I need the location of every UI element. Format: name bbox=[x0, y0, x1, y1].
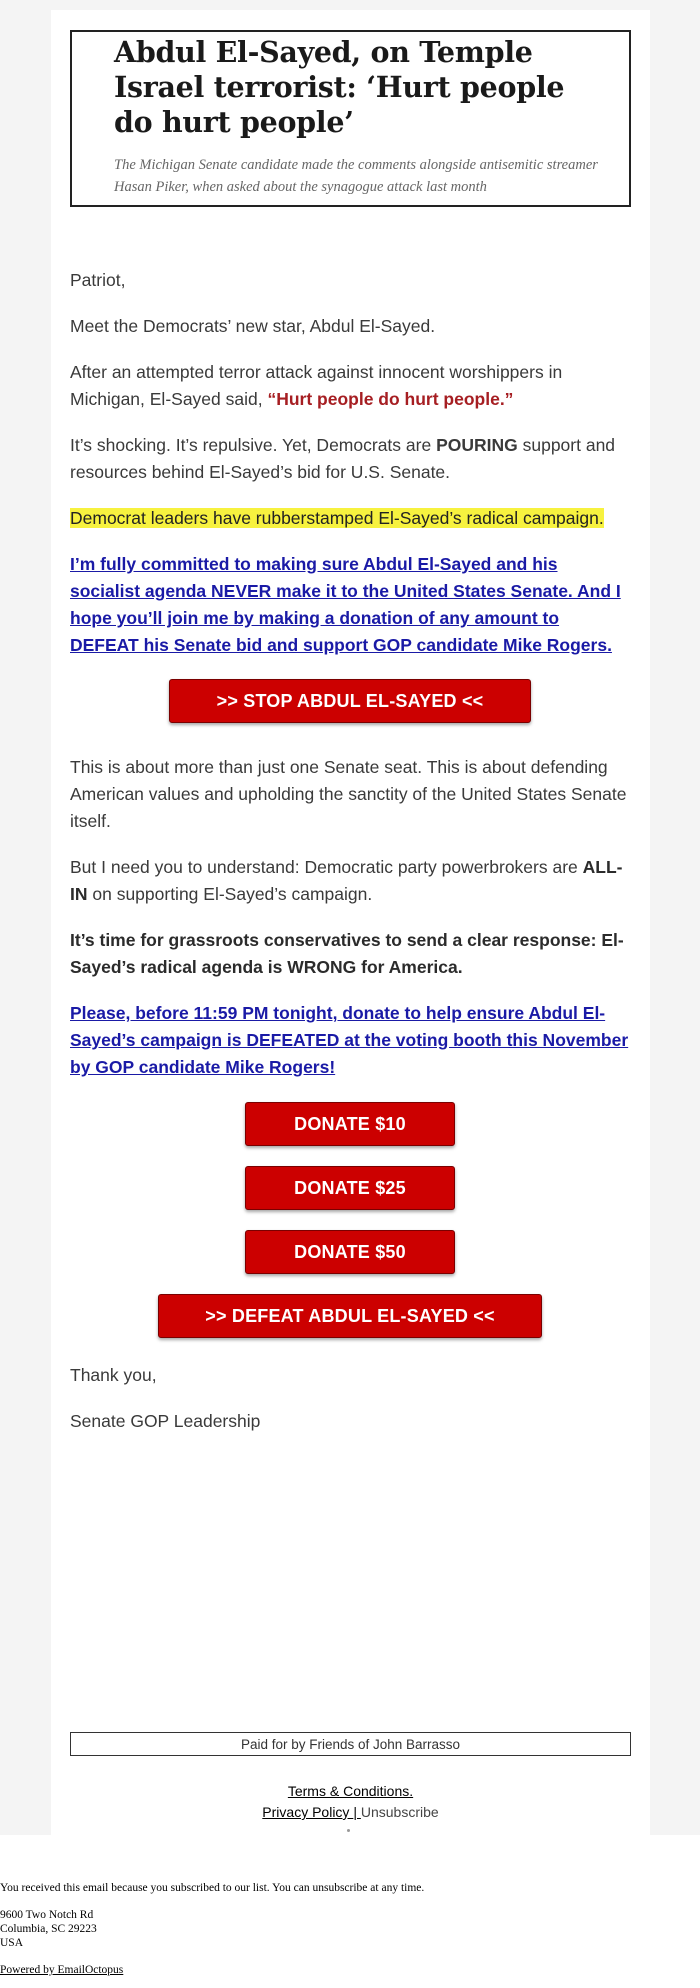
powered-by bbox=[0, 1964, 123, 1978]
paragraph-intro: Meet the Democrats’ new star, Abdul El-Sayed. bbox=[70, 316, 436, 336]
powered-by-link[interactable]: Powered by EmailOctopus bbox=[0, 1964, 124, 1976]
terms-link[interactable]: Terms & Conditions. bbox=[287, 1783, 414, 1799]
subscription-notice: You received this email because you subscribed to our list. You can unsubscribe at any time. bbox=[0, 1882, 425, 1894]
donate-10-button[interactable]: DONATE $10 bbox=[245, 1102, 455, 1146]
paragraph-grassroots: It’s time for grassroots conservatives to send a clear response: El-Sayed’s radical agenda is WRONG for America. bbox=[70, 930, 624, 977]
donation-link-deadline[interactable]: Please, before 11:59 PM tonight, donate to help ensure Abdul El-Sayed’s campaign is DEFEATED at the voting booth this November by GOP candidate Mike Rogers! bbox=[70, 1003, 629, 1077]
paragraph-attack bbox=[70, 359, 631, 413]
paragraph-powerbrokers bbox=[70, 854, 631, 908]
paragraph-shocking-post: support and resources behind El-Sayed’s bid for U.S. Senate. bbox=[70, 435, 616, 482]
greeting: Patriot, bbox=[70, 270, 126, 290]
unsubscribe-link[interactable]: Unsubscribe bbox=[360, 1804, 439, 1820]
defeat-el-sayed-button[interactable]: >> DEFEAT ABDUL EL-SAYED << bbox=[158, 1294, 542, 1338]
stop-el-sayed-button[interactable]: >> STOP ABDUL EL-SAYED << bbox=[169, 679, 531, 723]
pouring-emphasis: POURING bbox=[436, 435, 518, 455]
mailing-address-line-2: Columbia, SC 29223 bbox=[0, 1923, 97, 1935]
headline-title: Abdul El-Sayed, on Temple Israel terrorist: ‘Hurt people do hurt people’ bbox=[114, 35, 565, 139]
mailing-address-line-3: USA bbox=[0, 1937, 24, 1949]
donate-25-button[interactable]: DONATE $25 bbox=[245, 1166, 455, 1210]
paragraph-shocking-pre: It’s shocking. It’s repulsive. Yet, Democrats are bbox=[70, 435, 437, 455]
terms-line bbox=[70, 1783, 631, 1799]
donate-50-button[interactable]: DONATE $50 bbox=[245, 1230, 455, 1274]
signoff: Thank you, bbox=[70, 1365, 157, 1385]
paragraph-powerbrokers-pre: But I need you to understand: Democratic party powerbrokers are bbox=[70, 857, 583, 877]
link-separator: | bbox=[353, 1804, 361, 1820]
paragraph-shocking bbox=[70, 432, 631, 486]
highlight-text: Democrat leaders have rubberstamped El-Sayed’s radical campaign. bbox=[70, 508, 604, 528]
paid-for-disclaimer: Paid for by Friends of John Barrasso bbox=[70, 1732, 631, 1756]
email-card bbox=[51, 10, 650, 1835]
headline-subtitle: The Michigan Senate candidate made the comments alongside antisemitic streamer Hasan Piker, when asked about the synagogue attack last month bbox=[114, 157, 598, 195]
donation-link-commitment[interactable]: I’m fully committed to making sure Abdul El-Sayed and his socialist agenda NEVER make it to the United States Senate. And I hope you’ll join me by making a donation of any amount to DEFEAT his Senate bid and support GOP candidate Mike Rogers. bbox=[70, 554, 621, 655]
all-in-emphasis: ALL-IN bbox=[70, 857, 623, 904]
paragraph-powerbrokers-post: on supporting El-Sayed’s campaign. bbox=[87, 884, 373, 904]
privacy-policy-link[interactable]: Privacy Policy bbox=[262, 1804, 354, 1820]
footer-dot bbox=[347, 1829, 350, 1832]
paragraph-attack-text: After an attempted terror attack against innocent worshippers in Michigan, El-Sayed said, bbox=[70, 362, 563, 409]
privacy-line bbox=[70, 1804, 631, 1820]
headline-box bbox=[70, 30, 631, 207]
highlighted-statement bbox=[70, 505, 631, 532]
hurt-people-quote: “Hurt people do hurt people.” bbox=[267, 389, 514, 409]
paragraph-senate-seat: This is about more than just one Senate seat. This is about defending American values and upholding the sanctity of the United States Senate itself. bbox=[70, 757, 627, 831]
signature: Senate GOP Leadership bbox=[70, 1411, 261, 1431]
mailing-address-line-1: 9600 Two Notch Rd bbox=[0, 1909, 94, 1921]
